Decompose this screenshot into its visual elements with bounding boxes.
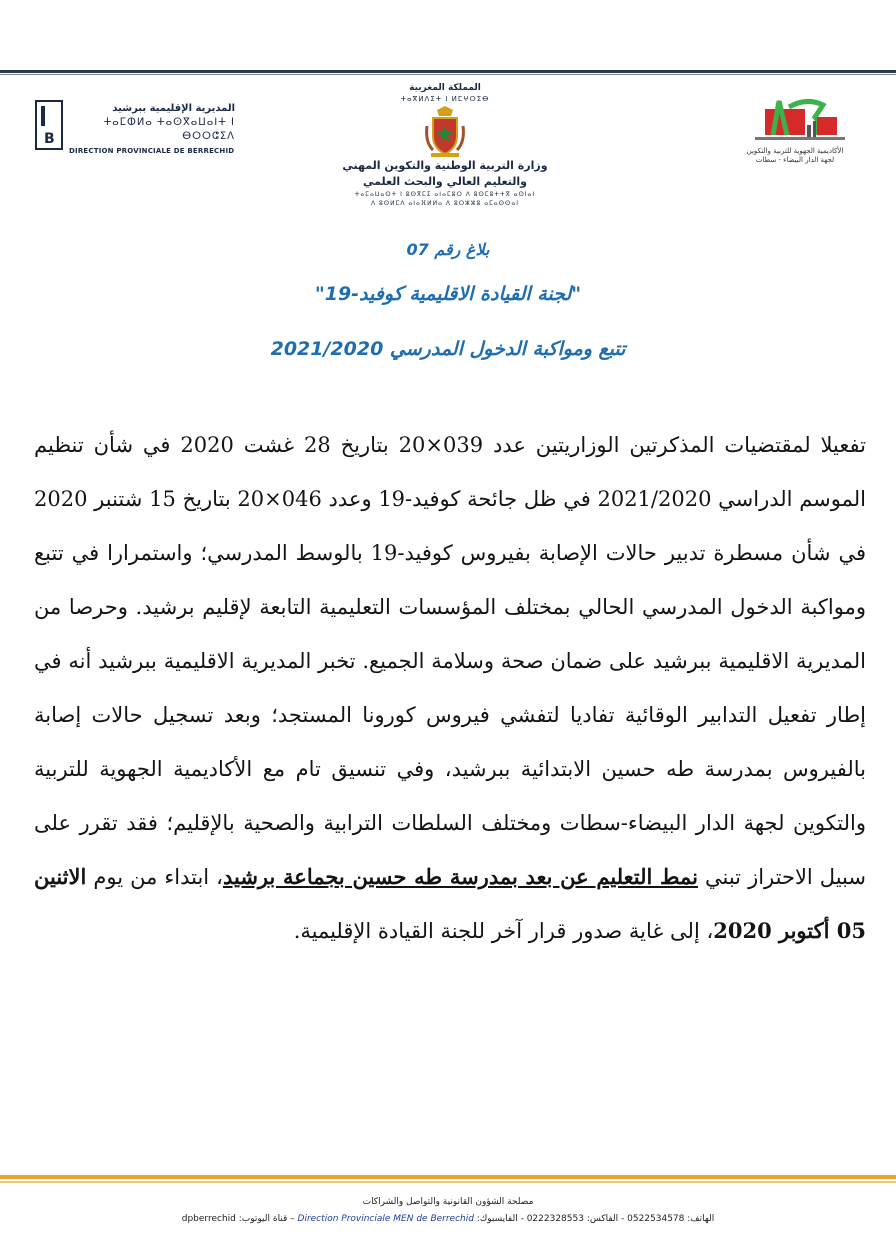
provincial-direction-logo — [35, 100, 235, 160]
body-part-2: ، ابتداء من يوم — [86, 865, 223, 889]
kingdom-name-tf: ⵜⴰⴳⵍⴷⵉⵜ ⵏ ⵍⵎⵖⵔⵉⴱ — [400, 95, 490, 103]
ministry-name-tf2: ⴷ ⵓⵙⵍⵎⴷ ⴰⵏⴰⴼⵍⵍⴰ ⴷ ⵓⵔⵣⵣⵓ ⴰⵎⴰⵙⵙⴰⵏ — [371, 200, 519, 207]
subject-title: تتبع ومواكبة الدخول المدرسي 2021/2020 — [270, 338, 626, 360]
footer-youtube: – قناة اليوتوب: dpberrechid — [181, 1214, 298, 1224]
kingdom-name: المملكة المغربية — [409, 83, 481, 93]
footer-contact-phones: الهاتف: 0522534578 - الفاكس: 0222328553 - الفايسبوك: — [473, 1214, 715, 1224]
regional-academy-logo — [715, 95, 875, 170]
ministry-header — [330, 82, 560, 208]
ministry-name-line1: وزارة التربية الوطنية والتكوين المهني — [342, 159, 548, 172]
academy-name-line2: لجهة الدار البيضاء - سطات — [755, 156, 835, 164]
academy-name-line1: الأكاديمية الجهوية للتربية والتكوين — [746, 147, 844, 155]
footer-facebook: Direction Provinciale MEN de Berrechid — [297, 1214, 474, 1224]
coat-of-arms-icon — [423, 106, 467, 158]
academy-logo-icon — [755, 95, 845, 147]
footer-department: مصلحة الشؤون القانونية والتواصل والشراكات — [362, 1197, 534, 1207]
body-part-1: تفعيلا لمقتضيات المذكرتين الوزاريتين عدد 039×20 بتاريخ 28 غشت 2020 في شأن تنظيم الموسم الدراسي 2021/2020 في ظل جائحة كوفيد-19 وعدد 046×20 بتاريخ 15 شتنبر 2020 في شأن مسطرة تدبير حالات الإصابة بفيروس كوفيد-19 بالوسط المدرسي؛ واستمرارا في تتبع ومواكبة الدخول المدرسي الحالي بمختلف المؤسسات التعليمية التابعة لإقليم برشيد. وحرصا من المديرية الاقليمية ببرشيد على ضمان صحة وسلامة الجميع. تخبر المديرية الاقليمية ببرشيد أنه في إطار تفعيل التدابير الوقائية تفاديا لتفشي فيروس كورونا المستجد؛ وبعد تسجيل حالات إصابة بالفيروس بمدرسة طه حسين الابتدائية ببرشيد، وفي تنسيق تام مع الأكاديمية الجهوية للتربية والتكوين لجهة الدار البيضاء-سطات ومختلف السلطات الترابية والصحية بالإقليم؛ فقد تقرر على سبيل الاحتراز تبني — [34, 433, 866, 889]
direction-name-ar: المديرية الإقليمية ببرشيد — [112, 103, 235, 114]
footer-rule-thin — [0, 1181, 896, 1183]
committee-title: "لجنة القيادة الاقليمية كوفيد-19" — [314, 283, 582, 305]
header-rule-thin — [0, 74, 896, 75]
footer-contact — [0, 1214, 896, 1224]
body-part-3: ، إلى غاية صدور قرار آخر للجنة القيادة الإقليمية. — [293, 919, 714, 943]
direction-name-tf: ⵜⴰⵎⵀⵍⴰ ⵜⴰⵙⴳⴰⵡⴰⵏⵜ ⵏ ⴱⵔⵔⵛⵉⴷ — [103, 117, 235, 142]
notice-number: بلاغ رقم 07 — [406, 240, 490, 259]
ministry-name-line2: والتعليم العالي والبحث العلمي — [363, 175, 527, 188]
direction-name-fr: DIRECTION PROVINCIALE DE BERRECHID — [69, 147, 235, 155]
ministry-name-tf1: ⵜⴰⵎⴰⵡⴰⵙⵜ ⵏ ⵓⵙⴳⵎⵉ ⴰⵏⴰⵎⵓⵔ ⴷ ⵓⵙⵎⵓⵜⵜⴳ ⴰⵙⵏⴰⵏ — [354, 191, 536, 198]
footer-rule — [0, 1175, 896, 1179]
notice-body — [34, 418, 866, 958]
dp-logo-icon — [35, 100, 63, 150]
body-emphasis: نمط التعليم عن بعد بمدرسة طه حسين بجماعة برشيد — [222, 864, 698, 889]
header-rule — [0, 70, 896, 73]
body-date: الاثنين 05 أكتوبر 2020 — [34, 864, 866, 943]
svg-text:B: B — [44, 131, 55, 147]
